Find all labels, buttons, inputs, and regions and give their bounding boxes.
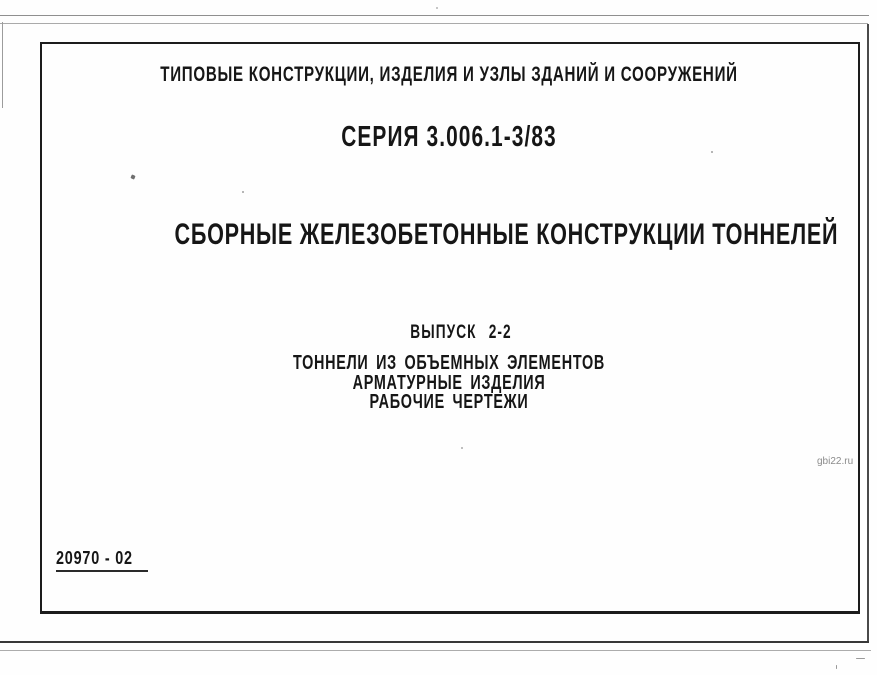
series-number: СЕРИЯ 3.006.1-3/83 (341, 121, 557, 153)
subtitle-line: ТОННЕЛИ ИЗ ОБЪЕМНЫХ ЭЛЕМЕНТОВ (292, 352, 606, 374)
document-number (56, 548, 148, 572)
page-title: СБОРНЫЕ ЖЕЛЕЗОБЕТОННЫЕ КОНСТРУКЦИИ ТОННЕЛЕЙ (174, 218, 839, 251)
outer-top-border-line (0, 15, 869, 16)
site-watermark: gbi22.ru (817, 456, 854, 467)
outer-bottom-border-line (0, 641, 869, 643)
subtitle-line: АРМАТУРНЫЕ ИЗДЕЛИЯ (352, 372, 546, 394)
outer-top-border-line-inner (0, 23, 868, 24)
outer-left-border-line (2, 22, 3, 108)
scan-speckle (436, 7, 438, 9)
scan-speckle (856, 658, 865, 659)
document-number-text: 20970 - 02 (56, 548, 133, 568)
subtitle-line: РАБОЧИЕ ЧЕРТЕЖИ (369, 391, 529, 413)
outer-bottom-border-line-inner (0, 650, 871, 651)
scan-speckle (711, 151, 713, 153)
scan-speckle (461, 447, 463, 449)
scan-speckle (242, 191, 244, 193)
outer-right-border-line (867, 24, 869, 643)
document-header: ТИПОВЫЕ КОНСТРУКЦИИ, ИЗДЕЛИЯ И УЗЛЫ ЗДАНИЙ И СООРУЖЕНИЙ (160, 63, 738, 86)
scan-speckle (836, 665, 837, 669)
issue-number: ВЫПУСК 2-2 (410, 322, 512, 343)
